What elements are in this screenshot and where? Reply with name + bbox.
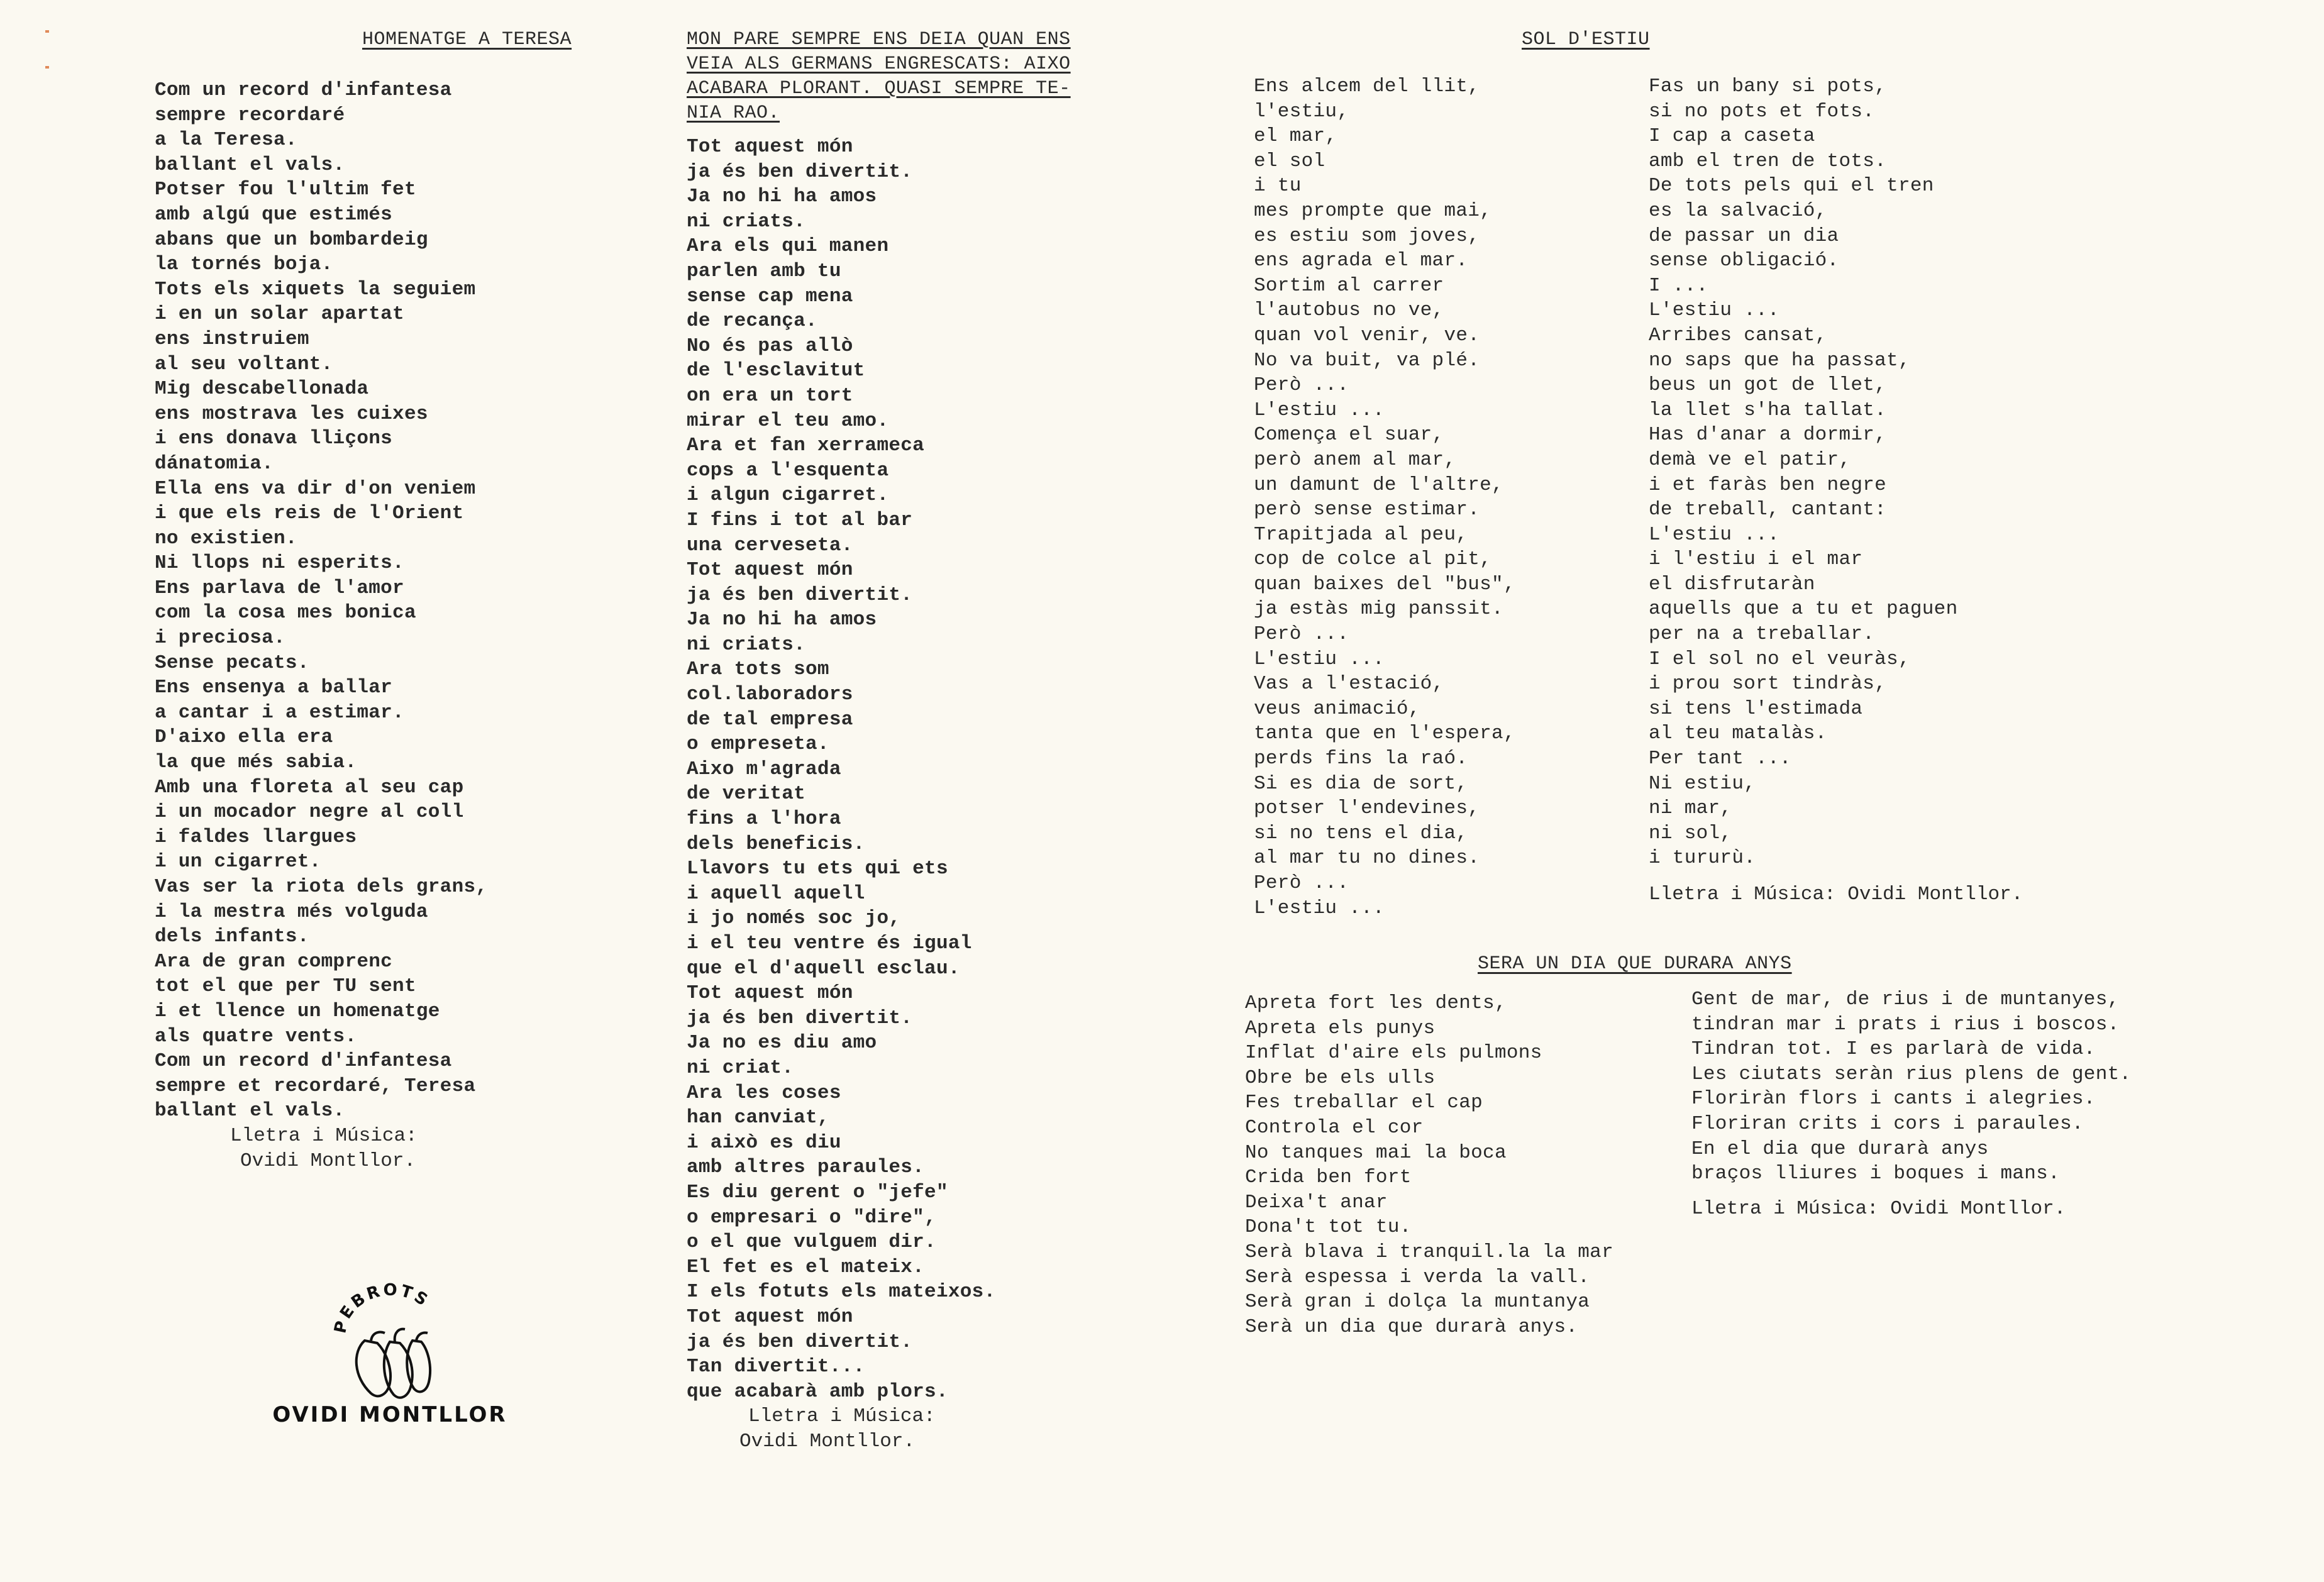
lyric-line: I fins i tot al bar — [687, 509, 913, 531]
lyric-line: Serà gran i dolça la muntanya — [1245, 1291, 1590, 1314]
lyric-line: Tindran tot. I es parlarà de vida. — [1691, 1038, 2096, 1061]
lyric-line: no saps que ha passat, — [1649, 349, 1910, 372]
song-title: HOMENATGE A TERESA — [362, 29, 572, 50]
song-lines — [1649, 74, 2127, 871]
lyric-line: Apreta fort les dents, — [1245, 992, 1507, 1014]
lyric-line: Mig descabellonada — [155, 378, 369, 401]
song-title: SOL D'ESTIU — [1522, 29, 1650, 50]
lyric-line: Gent de mar, de rius i de muntanyes, — [1691, 988, 2120, 1010]
lyric-line: que acabarà amb plors. — [687, 1380, 948, 1403]
lyric-line: ja és ben divertit. — [687, 1007, 913, 1029]
lyric-line: Obre be els ulls — [1245, 1066, 1436, 1089]
song-mon-pare — [687, 28, 1127, 1454]
lyric-line: Com un record d'infantesa — [155, 79, 452, 101]
lyric-line: i preciosa. — [155, 627, 285, 650]
lyric-line: perds fins la raó. — [1254, 748, 1468, 770]
lyric-line: però sense estimar. — [1254, 499, 1480, 521]
lyric-line: o empresari o "dire", — [687, 1206, 936, 1229]
lyric-line: I els fotuts els mateixos. — [687, 1281, 996, 1303]
lyric-line: I el sol no el veuràs, — [1649, 648, 1910, 670]
lyric-line: Floriràn flors i cants i alegries. — [1691, 1088, 2096, 1110]
lyric-line: Apreta els punys — [1245, 1017, 1436, 1039]
lyric-line: i que els reis de l'Orient — [155, 502, 464, 525]
song-homenatge — [155, 28, 633, 1174]
lyric-line: parlen amb tu — [687, 260, 841, 282]
lyric-line: i un cigarret. — [155, 851, 321, 873]
lyric-line: de treball, cantant: — [1649, 499, 1887, 521]
lyric-line: veus animació, — [1254, 697, 1420, 720]
lyric-line: Però ... — [1254, 374, 1349, 397]
lyric-line: ACABARA PLORANT. QUASI SEMPRE TE- — [687, 78, 1071, 99]
lyric-line: l'autobus no ve, — [1254, 299, 1444, 322]
lyric-line: sempre et recordaré, Teresa — [155, 1075, 476, 1097]
lyric-line: Fas un bany si pots, — [1649, 75, 1887, 97]
lyric-line: Ja no hi ha amos — [687, 609, 877, 631]
lyric-line: Ara et fan xerrameca — [687, 434, 925, 457]
lyric-line: amb altres paraules. — [687, 1156, 925, 1179]
lyric-line: es la salvació, — [1649, 199, 1827, 222]
lyric-line: L'estiu ... — [1649, 523, 1779, 546]
lyric-line: no existien. — [155, 527, 297, 550]
lyric-line: Ara tots som — [687, 658, 829, 681]
lyric-line: Comença el suar, — [1254, 424, 1444, 446]
lyric-line: i un mocador negre al coll — [155, 801, 464, 824]
lyric-line: Ara les coses — [687, 1081, 841, 1104]
lyric-line: Serà un dia que durarà anys. — [1245, 1315, 1578, 1338]
lyric-line: Dona't tot tu. — [1245, 1216, 1412, 1239]
lyric-line: Tot aquest món — [687, 136, 853, 158]
lyric-line: col.laboradors — [687, 683, 853, 706]
lyric-line: o empreseta. — [687, 733, 829, 756]
lyric-line: al mar tu no dines. — [1254, 847, 1480, 870]
lyric-line: si no tens el dia, — [1254, 822, 1468, 844]
song-title: SERA UN DIA QUE DURARA ANYS — [1478, 953, 1792, 975]
lyric-line: ja és ben divertit. — [687, 160, 913, 183]
lyric-line: i tururù. — [1649, 847, 1756, 870]
lyric-line: de veritat — [687, 783, 806, 805]
lyric-line: i ens donava lliçons — [155, 428, 393, 450]
song-sol-estiu-title-wrap — [1522, 28, 1650, 52]
lyric-line: NIA RAO. — [687, 102, 780, 124]
lyric-line: tot el que per TU sent — [155, 975, 416, 998]
credit-label: Lletra i Música: — [230, 1124, 418, 1147]
pebrots-logo — [270, 1283, 509, 1434]
lyric-line: sense cap mena — [687, 285, 853, 307]
lyric-line: fins a l'hora — [687, 808, 841, 831]
lyric-line: Vas ser la riota dels grans, — [155, 876, 488, 898]
lyric-line: ni criat. — [687, 1056, 794, 1079]
lyric-line: i faldes llargues — [155, 826, 357, 848]
lyric-line: als quatre vents. — [155, 1025, 357, 1048]
lyric-line: Potser fou l'ultim fet — [155, 179, 416, 201]
lyric-line: de recança. — [687, 310, 817, 333]
lyric-line: quan baixes del "bus", — [1254, 573, 1515, 595]
lyric-line: ens instruiem — [155, 328, 309, 350]
lyric-line: Floriran crits i cors i paraules. — [1691, 1112, 2084, 1135]
lyric-line: Serà blava i tranquil.la la mar — [1245, 1241, 1613, 1263]
lyric-line: De tots pels qui el tren — [1649, 175, 1934, 197]
lyric-line: i l'estiu i el mar — [1649, 548, 1863, 571]
song-sera-right — [1691, 987, 2257, 1222]
lyric-line: I cap a caseta — [1649, 125, 1815, 148]
lyric-line: una cerveseta. — [687, 534, 853, 556]
lyric-line: si tens l'estimada — [1649, 697, 1863, 720]
lyric-line: al seu voltant. — [155, 353, 333, 375]
lyric-line: Tot aquest món — [687, 1305, 853, 1328]
song-sera-title-wrap — [1478, 952, 1792, 976]
lyric-line: Si es dia de sort, — [1254, 772, 1468, 795]
lyric-line: i aquell aquell — [687, 882, 865, 905]
lyric-line: ni criats. — [687, 210, 806, 233]
lyric-line: si no pots et fots. — [1649, 100, 1875, 123]
lyric-line: El fet es el mateix. — [687, 1256, 925, 1278]
lyric-line: Vas a l'estació, — [1254, 673, 1444, 695]
lyric-line: Has d'anar a dormir, — [1649, 424, 1887, 446]
lyric-line: i prou sort tindràs, — [1649, 673, 1887, 695]
lyric-line: Arribes cansat, — [1649, 324, 1827, 346]
lyric-line: i tu — [1254, 175, 1302, 197]
lyric-line: quan vol venir, ve. — [1254, 324, 1480, 346]
credit: Lletra i Música: Ovidi Montllor. — [1649, 883, 2023, 905]
song-sera-left — [1245, 991, 1685, 1339]
lyric-line: Sortim al carrer — [1254, 274, 1444, 297]
lyric-line: beus un got de llet, — [1649, 374, 1887, 397]
lyric-line: L'estiu ... — [1254, 648, 1385, 670]
lyric-line: de passar un dia — [1649, 224, 1839, 247]
lyric-line: Però ... — [1254, 872, 1349, 894]
lyric-line: Ja no hi ha amos — [687, 185, 877, 208]
credit-author: Ovidi Montllor. — [739, 1430, 916, 1453]
margin-mark — [45, 66, 49, 69]
credit-label: Lletra i Música: — [748, 1405, 936, 1428]
lyric-line: mirar el teu amo. — [687, 409, 889, 432]
lyric-line: Ens ensenya a ballar — [155, 677, 393, 699]
lyric-line: aquells que a tu et paguen — [1649, 598, 1958, 621]
lyric-line: la tornés boja. — [155, 253, 333, 276]
lyric-line: tindran mar i prats i rius i boscos. — [1691, 1013, 2120, 1036]
lyric-line: el mar, — [1254, 125, 1337, 148]
lyric-line: ni sol, — [1649, 822, 1732, 844]
lyric-line: dels infants. — [155, 926, 309, 948]
lyric-line: o el que vulguem dir. — [687, 1231, 936, 1254]
lyric-line: cops a l'esquenta — [687, 459, 889, 482]
lyric-line: a la Teresa. — [155, 129, 297, 152]
lyric-line: sense obligació. — [1649, 250, 1839, 272]
lyric-line: sempre recordaré — [155, 104, 345, 126]
lyric-line: tanta que en l'espera, — [1254, 722, 1515, 745]
lyric-line: No és pas allò — [687, 335, 853, 357]
lyric-line: i la mestra més volguda — [155, 900, 428, 923]
lyric-line: L'estiu ... — [1254, 897, 1385, 919]
lyric-line: Amb una floreta al seu cap — [155, 776, 464, 799]
lyric-line: demà ve el patir, — [1649, 448, 1851, 471]
credit-author: Ovidi Montllor. — [240, 1149, 416, 1172]
lyric-line: amb algú que estimés — [155, 203, 393, 226]
song-lines — [1254, 74, 1656, 921]
lyric-line: No va buit, va plé. — [1254, 349, 1480, 372]
lyric-line: Ara els qui manen — [687, 235, 889, 258]
lyric-line: de l'esclavitut — [687, 360, 865, 382]
lyric-line: En el dia que durarà anys — [1691, 1137, 1989, 1160]
lyric-line: on era un tort — [687, 384, 853, 407]
lyric-line: i et faràs ben negre — [1649, 473, 1887, 496]
lyric-line: Com un record d'infantesa — [155, 1050, 452, 1073]
song-lines — [687, 135, 1127, 1404]
lyric-line: amb el tren de tots. — [1649, 150, 1887, 172]
song-lines — [1245, 991, 1685, 1339]
lyric-line: Ens alcem del llit, — [1254, 75, 1480, 97]
lyric-line: Tots els xiquets la seguiem — [155, 278, 476, 301]
lyric-line: dánatomia. — [155, 452, 274, 475]
lyric-line: Llavors tu ets qui ets — [687, 858, 948, 880]
lyric-line: es estiu som joves, — [1254, 224, 1480, 247]
lyric-line: Ja no es diu amo — [687, 1032, 877, 1054]
lyric-line: L'estiu ... — [1254, 399, 1385, 421]
lyric-line: VEIA ALS GERMANS ENGRESCATS: AIXO — [687, 53, 1071, 75]
lyric-line: i el teu ventre és igual — [687, 932, 972, 954]
lyric-line: a cantar i a estimar. — [155, 701, 404, 724]
lyric-line: ja és ben divertit. — [687, 1330, 913, 1353]
lyric-line: l'estiu, — [1254, 100, 1349, 123]
lyric-line: ballant el vals. — [155, 1100, 345, 1122]
song-lines — [155, 78, 633, 1124]
lyric-line: han canviat, — [687, 1107, 829, 1129]
lyric-line: No tanques mai la boca — [1245, 1141, 1507, 1164]
lyric-line: braços lliures i boques i mans. — [1691, 1163, 2060, 1185]
margin-mark — [45, 30, 49, 33]
lyric-line: un damunt de l'altre, — [1254, 473, 1503, 496]
lyric-line: Tot aquest món — [687, 559, 853, 582]
lyric-line: Per tant ... — [1649, 748, 1791, 770]
lyric-line: Ni estiu, — [1649, 772, 1756, 795]
lyric-line: de tal empresa — [687, 708, 853, 731]
lyric-line: al teu matalàs. — [1649, 722, 1827, 745]
lyric-line: mes prompte que mai, — [1254, 199, 1492, 222]
lyric-line: que el d'aquell esclau. — [687, 957, 960, 980]
song-lines — [1691, 987, 2257, 1186]
lyric-line: Ara de gran comprenc — [155, 950, 393, 973]
lyric-line: el sol — [1254, 150, 1325, 172]
lyric-line: i això es diu — [687, 1131, 841, 1154]
lyric-line: Controla el cor — [1245, 1116, 1424, 1139]
logo-name: OVIDI MONTLLOR — [272, 1402, 507, 1427]
lyric-line: com la cosa mes bonica — [155, 602, 416, 624]
lyric-line: potser l'endevines, — [1254, 797, 1480, 820]
song-sol-estiu-left — [1254, 74, 1656, 921]
peppers-icon — [270, 1283, 509, 1402]
lyric-line: ens mostrava les cuixes — [155, 402, 428, 425]
song-sol-estiu-right — [1649, 74, 2127, 907]
lyric-line: Tan divertit... — [687, 1356, 865, 1378]
song-title — [687, 28, 1127, 126]
lyric-line: dels beneficis. — [687, 832, 865, 855]
lyric-line: ballant el vals. — [155, 153, 345, 176]
lyric-line: la que més sabia. — [155, 751, 357, 774]
logo-arc-text: PEBROTS — [331, 1283, 433, 1336]
lyric-line: ni mar, — [1649, 797, 1732, 820]
lyric-line: L'estiu ... — [1649, 299, 1779, 322]
lyric-line: cop de colce al pit, — [1254, 548, 1492, 571]
lyric-line: ja és ben divertit. — [687, 584, 913, 606]
lyric-line: la llet s'ha tallat. — [1649, 399, 1887, 421]
lyric-line: Crida ben fort — [1245, 1166, 1412, 1189]
lyric-line: Inflat d'aire els pulmons — [1245, 1042, 1542, 1065]
lyric-line: Es diu gerent o "jefe" — [687, 1181, 948, 1203]
lyric-line: ja estàs mig panssit. — [1254, 598, 1503, 621]
lyric-line: i jo només soc jo, — [687, 907, 901, 930]
lyric-line: Serà espessa i verda la vall. — [1245, 1266, 1590, 1288]
lyric-line: I ... — [1649, 274, 1708, 297]
lyric-line: ni criats. — [687, 633, 806, 656]
lyric-line: Fes treballar el cap — [1245, 1092, 1483, 1114]
lyric-line: Sense pecats. — [155, 651, 309, 674]
lyric-line: Ni llops ni esperits. — [155, 552, 404, 575]
lyric-line: però anem al mar, — [1254, 448, 1456, 471]
lyric-line: Tot aquest món — [687, 982, 853, 1005]
lyric-line: i en un solar apartat — [155, 303, 404, 326]
lyric-line: i algun cigarret. — [687, 484, 889, 507]
lyric-line: D'aixo ella era — [155, 726, 333, 749]
lyric-line: per na a treballar. — [1649, 623, 1875, 646]
lyric-line: Les ciutats seràn rius plens de gent. — [1691, 1063, 2132, 1085]
lyric-line: el disfrutaràn — [1649, 573, 1815, 595]
lyric-line: Ella ens va dir d'on veniem — [155, 477, 476, 500]
lyric-line: Ens parlava de l'amor — [155, 577, 404, 599]
lyric-line: abans que un bombardeig — [155, 228, 428, 251]
lyric-line: Aixo m'agrada — [687, 758, 841, 780]
lyric-line: i et llence un homenatge — [155, 1000, 440, 1022]
credit: Lletra i Música: Ovidi Montllor. — [1691, 1197, 2066, 1220]
lyric-line: Trapitjada al peu, — [1254, 523, 1468, 546]
lyric-line: Deixa't anar — [1245, 1191, 1388, 1214]
lyric-line: MON PARE SEMPRE ENS DEIA QUAN ENS — [687, 29, 1071, 50]
lyric-line: ens agrada el mar. — [1254, 250, 1468, 272]
lyric-line: Però ... — [1254, 623, 1349, 646]
